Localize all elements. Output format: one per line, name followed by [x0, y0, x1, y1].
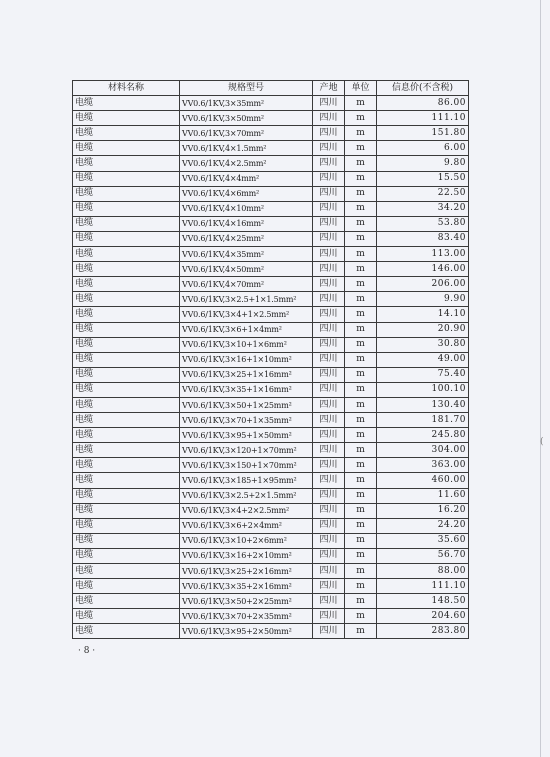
header-unit: 单位 — [345, 81, 377, 96]
origin-cell: 四川 — [313, 609, 345, 624]
material-name-cell: 电缆 — [73, 579, 180, 594]
material-name-cell: 电缆 — [73, 473, 180, 488]
table-row — [73, 624, 469, 639]
unit-cell: m — [345, 126, 377, 141]
table-row — [73, 322, 469, 337]
price-cell: 6.00 — [377, 141, 469, 156]
material-name-cell: 电缆 — [73, 413, 180, 428]
material-name-cell: 电缆 — [73, 322, 180, 337]
spec-model-cell: VV0.6/1KV,3×50+2×25mm² — [180, 594, 313, 609]
material-name-cell: 电缆 — [73, 533, 180, 548]
table-row — [73, 518, 469, 533]
spec-model-cell: VV0.6/1KV,3×10+1×6mm² — [180, 337, 313, 352]
table-row — [73, 413, 469, 428]
price-cell: 181.70 — [377, 413, 469, 428]
price-cell: 204.60 — [377, 609, 469, 624]
price-cell: 111.10 — [377, 579, 469, 594]
origin-cell: 四川 — [313, 262, 345, 277]
table-row — [73, 564, 469, 579]
price-cell: 86.00 — [377, 96, 469, 111]
page-edge — [540, 0, 541, 757]
table-row — [73, 156, 469, 171]
unit-cell: m — [345, 503, 377, 518]
unit-cell: m — [345, 156, 377, 171]
price-cell: 15.50 — [377, 171, 469, 186]
price-cell: 35.60 — [377, 533, 469, 548]
spec-model-cell: VV0.6/1KV,4×25mm² — [180, 231, 313, 246]
origin-cell: 四川 — [313, 216, 345, 231]
price-cell: 49.00 — [377, 352, 469, 367]
material-name-cell: 电缆 — [73, 594, 180, 609]
table-row — [73, 337, 469, 352]
price-cell: 9.80 — [377, 156, 469, 171]
margin-mark: ( — [540, 437, 544, 447]
spec-model-cell: VV0.6/1KV,3×185+1×95mm² — [180, 473, 313, 488]
price-cell: 146.00 — [377, 262, 469, 277]
table-row — [73, 579, 469, 594]
price-cell: 206.00 — [377, 277, 469, 292]
unit-cell: m — [345, 307, 377, 322]
origin-cell: 四川 — [313, 533, 345, 548]
spec-model-cell: VV0.6/1KV,3×6+1×4mm² — [180, 322, 313, 337]
table-row — [73, 247, 469, 262]
spec-model-cell: VV0.6/1KV,4×70mm² — [180, 277, 313, 292]
origin-cell: 四川 — [313, 382, 345, 397]
price-cell: 9.90 — [377, 292, 469, 307]
origin-cell: 四川 — [313, 458, 345, 473]
table-row — [73, 473, 469, 488]
spec-model-cell: VV0.6/1KV,3×16+2×10mm² — [180, 548, 313, 563]
spec-model-cell: VV0.6/1KV,4×10mm² — [180, 201, 313, 216]
table-row — [73, 397, 469, 412]
table-row — [73, 201, 469, 216]
spec-model-cell: VV0.6/1KV,3×70+2×35mm² — [180, 609, 313, 624]
spec-model-cell: VV0.6/1KV,3×70mm² — [180, 126, 313, 141]
material-name-cell: 电缆 — [73, 443, 180, 458]
material-name-cell: 电缆 — [73, 231, 180, 246]
spec-model-cell: VV0.6/1KV,4×4mm² — [180, 171, 313, 186]
header-material-name: 材料名称 — [73, 81, 180, 96]
unit-cell: m — [345, 382, 377, 397]
origin-cell: 四川 — [313, 594, 345, 609]
price-cell: 75.40 — [377, 367, 469, 382]
material-name-cell: 电缆 — [73, 337, 180, 352]
price-cell: 30.80 — [377, 337, 469, 352]
unit-cell: m — [345, 231, 377, 246]
origin-cell: 四川 — [313, 564, 345, 579]
material-name-cell: 电缆 — [73, 382, 180, 397]
price-cell: 100.10 — [377, 382, 469, 397]
table-row — [73, 171, 469, 186]
material-name-cell: 电缆 — [73, 201, 180, 216]
material-name-cell: 电缆 — [73, 141, 180, 156]
unit-cell: m — [345, 337, 377, 352]
material-name-cell: 电缆 — [73, 352, 180, 367]
price-cell: 24.20 — [377, 518, 469, 533]
price-cell: 20.90 — [377, 322, 469, 337]
origin-cell: 四川 — [313, 413, 345, 428]
origin-cell: 四川 — [313, 292, 345, 307]
table-row — [73, 548, 469, 563]
price-cell: 88.00 — [377, 564, 469, 579]
origin-cell: 四川 — [313, 171, 345, 186]
table-row — [73, 503, 469, 518]
origin-cell: 四川 — [313, 397, 345, 412]
unit-cell: m — [345, 488, 377, 503]
material-name-cell: 电缆 — [73, 397, 180, 412]
spec-model-cell: VV0.6/1KV,3×50mm² — [180, 111, 313, 126]
material-name-cell: 电缆 — [73, 488, 180, 503]
unit-cell: m — [345, 322, 377, 337]
material-name-cell: 电缆 — [73, 564, 180, 579]
spec-model-cell: VV0.6/1KV,3×6+2×4mm² — [180, 518, 313, 533]
table-row — [73, 533, 469, 548]
table-row — [73, 609, 469, 624]
table-row — [73, 594, 469, 609]
table-row — [73, 458, 469, 473]
spec-model-cell: VV0.6/1KV,3×25+2×16mm² — [180, 564, 313, 579]
origin-cell: 四川 — [313, 277, 345, 292]
unit-cell: m — [345, 171, 377, 186]
table-body — [73, 96, 469, 639]
unit-cell: m — [345, 141, 377, 156]
material-name-cell: 电缆 — [73, 156, 180, 171]
origin-cell: 四川 — [313, 473, 345, 488]
unit-cell: m — [345, 367, 377, 382]
unit-cell: m — [345, 473, 377, 488]
origin-cell: 四川 — [313, 322, 345, 337]
page-number: · 8 · — [78, 646, 96, 656]
material-name-cell: 电缆 — [73, 247, 180, 262]
origin-cell: 四川 — [313, 548, 345, 563]
table-row — [73, 382, 469, 397]
material-name-cell: 电缆 — [73, 518, 180, 533]
unit-cell: m — [345, 216, 377, 231]
spec-model-cell: VV0.6/1KV,3×95+2×50mm² — [180, 624, 313, 639]
price-cell: 53.80 — [377, 216, 469, 231]
material-name-cell: 电缆 — [73, 503, 180, 518]
origin-cell: 四川 — [313, 96, 345, 111]
price-table — [72, 80, 469, 639]
table-row — [73, 111, 469, 126]
unit-cell: m — [345, 111, 377, 126]
table-row — [73, 292, 469, 307]
origin-cell: 四川 — [313, 488, 345, 503]
table-row — [73, 367, 469, 382]
unit-cell: m — [345, 609, 377, 624]
origin-cell: 四川 — [313, 307, 345, 322]
spec-model-cell: VV0.6/1KV,3×16+1×10mm² — [180, 352, 313, 367]
spec-model-cell: VV0.6/1KV,3×120+1×70mm² — [180, 443, 313, 458]
unit-cell: m — [345, 397, 377, 412]
origin-cell: 四川 — [313, 156, 345, 171]
spec-model-cell: VV0.6/1KV,4×6mm² — [180, 186, 313, 201]
unit-cell: m — [345, 564, 377, 579]
origin-cell: 四川 — [313, 126, 345, 141]
table-row — [73, 428, 469, 443]
unit-cell: m — [345, 96, 377, 111]
origin-cell: 四川 — [313, 352, 345, 367]
origin-cell: 四川 — [313, 231, 345, 246]
unit-cell: m — [345, 186, 377, 201]
table-row — [73, 277, 469, 292]
unit-cell: m — [345, 533, 377, 548]
origin-cell: 四川 — [313, 443, 345, 458]
price-cell: 130.40 — [377, 397, 469, 412]
price-cell: 22.50 — [377, 186, 469, 201]
unit-cell: m — [345, 292, 377, 307]
table-row — [73, 262, 469, 277]
material-name-cell: 电缆 — [73, 292, 180, 307]
spec-model-cell: VV0.6/1KV,4×16mm² — [180, 216, 313, 231]
table-row — [73, 186, 469, 201]
table-row — [73, 443, 469, 458]
material-name-cell: 电缆 — [73, 624, 180, 639]
spec-model-cell: VV0.6/1KV,4×35mm² — [180, 247, 313, 262]
material-name-cell: 电缆 — [73, 111, 180, 126]
origin-cell: 四川 — [313, 141, 345, 156]
material-name-cell: 电缆 — [73, 262, 180, 277]
unit-cell: m — [345, 518, 377, 533]
price-cell: 283.80 — [377, 624, 469, 639]
origin-cell: 四川 — [313, 428, 345, 443]
origin-cell: 四川 — [313, 579, 345, 594]
material-name-cell: 电缆 — [73, 428, 180, 443]
table-header-row — [73, 81, 469, 96]
material-name-cell: 电缆 — [73, 307, 180, 322]
price-cell: 111.10 — [377, 111, 469, 126]
unit-cell: m — [345, 579, 377, 594]
unit-cell: m — [345, 624, 377, 639]
spec-model-cell: VV0.6/1KV,4×1.5mm² — [180, 141, 313, 156]
price-cell: 11.60 — [377, 488, 469, 503]
origin-cell: 四川 — [313, 624, 345, 639]
origin-cell: 四川 — [313, 367, 345, 382]
unit-cell: m — [345, 413, 377, 428]
price-cell: 151.80 — [377, 126, 469, 141]
spec-model-cell: VV0.6/1KV,3×35mm² — [180, 96, 313, 111]
origin-cell: 四川 — [313, 201, 345, 216]
origin-cell: 四川 — [313, 247, 345, 262]
price-cell: 14.10 — [377, 307, 469, 322]
unit-cell: m — [345, 201, 377, 216]
table-row — [73, 126, 469, 141]
price-cell: 460.00 — [377, 473, 469, 488]
price-cell: 34.20 — [377, 201, 469, 216]
table-row — [73, 141, 469, 156]
price-cell: 363.00 — [377, 458, 469, 473]
spec-model-cell: VV0.6/1KV,3×35+2×16mm² — [180, 579, 313, 594]
price-cell: 304.00 — [377, 443, 469, 458]
origin-cell: 四川 — [313, 111, 345, 126]
table-row — [73, 352, 469, 367]
spec-model-cell: VV0.6/1KV,4×2.5mm² — [180, 156, 313, 171]
price-cell: 245.80 — [377, 428, 469, 443]
unit-cell: m — [345, 247, 377, 262]
unit-cell: m — [345, 548, 377, 563]
table-row — [73, 307, 469, 322]
material-name-cell: 电缆 — [73, 96, 180, 111]
origin-cell: 四川 — [313, 518, 345, 533]
spec-model-cell: VV0.6/1KV,3×95+1×50mm² — [180, 428, 313, 443]
header-info-price: 信息价(不含税) — [377, 81, 469, 96]
price-cell: 113.00 — [377, 247, 469, 262]
unit-cell: m — [345, 443, 377, 458]
material-name-cell: 电缆 — [73, 548, 180, 563]
material-name-cell: 电缆 — [73, 367, 180, 382]
material-name-cell: 电缆 — [73, 126, 180, 141]
material-name-cell: 电缆 — [73, 277, 180, 292]
material-name-cell: 电缆 — [73, 609, 180, 624]
unit-cell: m — [345, 277, 377, 292]
origin-cell: 四川 — [313, 337, 345, 352]
spec-model-cell: VV0.6/1KV,3×10+2×6mm² — [180, 533, 313, 548]
spec-model-cell: VV0.6/1KV,4×50mm² — [180, 262, 313, 277]
unit-cell: m — [345, 262, 377, 277]
origin-cell: 四川 — [313, 186, 345, 201]
unit-cell: m — [345, 352, 377, 367]
spec-model-cell: VV0.6/1KV,3×25+1×16mm² — [180, 367, 313, 382]
spec-model-cell: VV0.6/1KV,3×70+1×35mm² — [180, 413, 313, 428]
spec-model-cell: VV0.6/1KV,3×150+1×70mm² — [180, 458, 313, 473]
table-row — [73, 216, 469, 231]
table-row — [73, 488, 469, 503]
spec-model-cell: VV0.6/1KV,3×50+1×25mm² — [180, 397, 313, 412]
spec-model-cell: VV0.6/1KV,3×35+1×16mm² — [180, 382, 313, 397]
price-cell: 56.70 — [377, 548, 469, 563]
spec-model-cell: VV0.6/1KV,3×4+2×2.5mm² — [180, 503, 313, 518]
price-cell: 148.50 — [377, 594, 469, 609]
material-name-cell: 电缆 — [73, 458, 180, 473]
material-name-cell: 电缆 — [73, 216, 180, 231]
price-cell: 83.40 — [377, 231, 469, 246]
header-spec-model: 规格型号 — [180, 81, 313, 96]
spec-model-cell: VV0.6/1KV,3×2.5+2×1.5mm² — [180, 488, 313, 503]
spec-model-cell: VV0.6/1KV,3×4+1×2.5mm² — [180, 307, 313, 322]
table-row — [73, 96, 469, 111]
unit-cell: m — [345, 458, 377, 473]
table-row — [73, 231, 469, 246]
unit-cell: m — [345, 428, 377, 443]
origin-cell: 四川 — [313, 503, 345, 518]
unit-cell: m — [345, 594, 377, 609]
material-name-cell: 电缆 — [73, 186, 180, 201]
price-cell: 16.20 — [377, 503, 469, 518]
header-origin: 产地 — [313, 81, 345, 96]
material-name-cell: 电缆 — [73, 171, 180, 186]
spec-model-cell: VV0.6/1KV,3×2.5+1×1.5mm² — [180, 292, 313, 307]
